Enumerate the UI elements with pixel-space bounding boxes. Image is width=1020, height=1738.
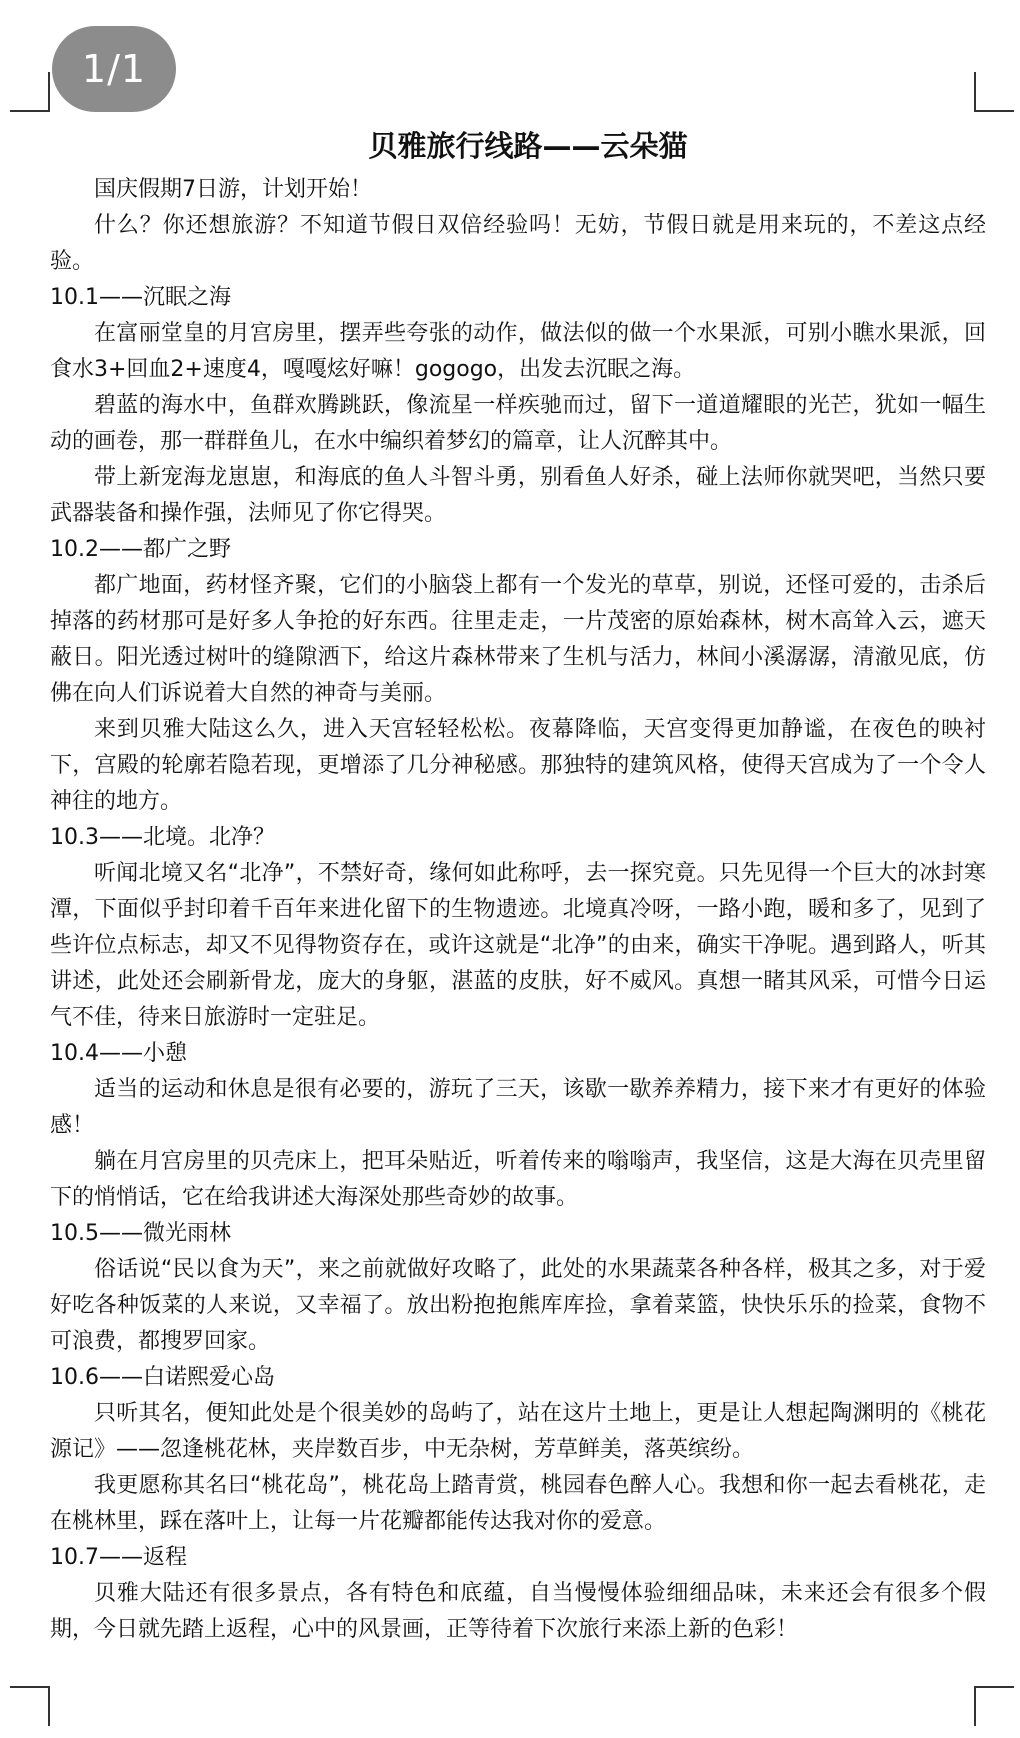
day-heading: 10.7——返程 <box>50 1545 187 1570</box>
day-heading: 10.3——北境。北净？ <box>50 825 275 850</box>
day-paragraph: 只听其名，便知此处是个很美妙的岛屿了，站在这片土地上，更是让人想起陶渊明的《桃花源记》——忽逢桃花林，夹岸数百步，中无杂树，芳草鲜美，落英缤纷。 <box>50 1401 986 1462</box>
crop-mark-top-left <box>10 72 50 112</box>
day-heading: 10.5——微光雨林 <box>50 1221 231 1246</box>
crop-mark-bottom-right <box>974 1686 1014 1726</box>
day-heading: 10.2——都广之野 <box>50 537 231 562</box>
day-heading: 10.1——沉眠之海 <box>50 285 231 310</box>
day-paragraph: 带上新宠海龙崽崽，和海底的鱼人斗智斗勇，别看鱼人好杀，碰上法师你就哭吧，当然只要武器装备和操作强，法师见了你它得哭。 <box>50 465 986 526</box>
day-paragraph: 在富丽堂皇的月宫房里，摆弄些夸张的动作，做法似的做一个水果派，可别小瞧水果派，回食水3+回血2+速度4，嘎嘎炫好嘛！gogogo，出发去沉眠之海。 <box>50 321 986 382</box>
intro-paragraph: 国庆假期7日游，计划开始！ <box>94 177 372 202</box>
day-paragraph: 碧蓝的海水中，鱼群欢腾跳跃，像流星一样疾驰而过，留下一道道耀眼的光芒，犹如一幅生动的画卷，那一群群鱼儿，在水中编织着梦幻的篇章，让人沉醉其中。 <box>50 393 986 454</box>
day-paragraph: 来到贝雅大陆这么久，进入天宫轻轻松松。夜幕降临，天宫变得更加静谧，在夜色的映衬下，宫殿的轮廓若隐若现，更增添了几分神秘感。那独特的建筑风格，使得天宫成为了一个令人神往的地方。 <box>50 717 986 814</box>
crop-mark-top-right <box>974 72 1014 112</box>
day-paragraph: 躺在月宫房里的贝壳床上，把耳朵贴近，听着传来的嗡嗡声，我坚信，这是大海在贝壳里留下的悄悄话，它在给我讲述大海深处那些奇妙的故事。 <box>50 1149 986 1210</box>
day-heading: 10.4——小憩 <box>50 1041 187 1066</box>
day-paragraph: 听闻北境又名“北净”，不禁好奇，缘何如此称呼，去一探究竟。只先见得一个巨大的冰封寒潭，下面似乎封印着千百年来进化留下的生物遗迹。北境真冷呀，一路小跑，暖和多了，见到了些许位点标志，却又不见得物资存在，或许这就是“北净”的由来，确实干净呢。遇到路人，听其讲述，此处还会刷新骨龙，庞大的身躯，湛蓝的皮肤，好不威风。真想一睹其风采，可惜今日运气不佳，待来日旅游时一定驻足。 <box>50 861 986 1030</box>
document-title: 贝雅旅行线路——云朵猫 <box>368 129 688 163</box>
day-paragraph: 都广地面，药材怪齐聚，它们的小脑袋上都有一个发光的草草，别说，还怪可爱的，击杀后掉落的药材那可是好多人争抢的好东西。往里走走，一片茂密的原始森林，树木高耸入云，遮天蔽日。阳光透过树叶的缝隙洒下，给这片森林带来了生机与活力，林间小溪潺潺，清澈见底，仿佛在向人们诉说着大自然的神奇与美丽。 <box>50 573 986 706</box>
document-body <box>50 124 986 1648</box>
day-paragraph: 适当的运动和休息是很有必要的，游玩了三天，该歇一歇养养精力，接下来才有更好的体验感！ <box>50 1077 986 1138</box>
intro-paragraph: 什么？你还想旅游？不知道节假日双倍经验吗！无妨，节假日就是用来玩的，不差这点经验。 <box>50 213 986 274</box>
day-paragraph: 俗话说“民以食为天”，来之前就做好攻略了，此处的水果蔬菜各种各样，极其之多，对于爱好吃各种饭菜的人来说，又幸福了。放出粉抱抱熊库库捡，拿着菜篮，快快乐乐的捡菜，食物不可浪费，都搜罗回家。 <box>50 1257 986 1354</box>
day-heading: 10.6——白诺熙爱心岛 <box>50 1365 275 1390</box>
day-paragraph: 贝雅大陆还有很多景点，各有特色和底蕴，自当慢慢体验细细品味，未来还会有很多个假期，今日就先踏上返程，心中的风景画，正等待着下次旅行来添上新的色彩！ <box>50 1581 986 1642</box>
crop-mark-bottom-left <box>10 1686 50 1726</box>
day-paragraph: 我更愿称其名曰“桃花岛”，桃花岛上踏青赏，桃园春色醉人心。我想和你一起去看桃花，走在桃林里，踩在落叶上，让每一片花瓣都能传达我对你的爱意。 <box>50 1473 986 1534</box>
page-indicator-badge: 1/1 <box>52 26 176 112</box>
